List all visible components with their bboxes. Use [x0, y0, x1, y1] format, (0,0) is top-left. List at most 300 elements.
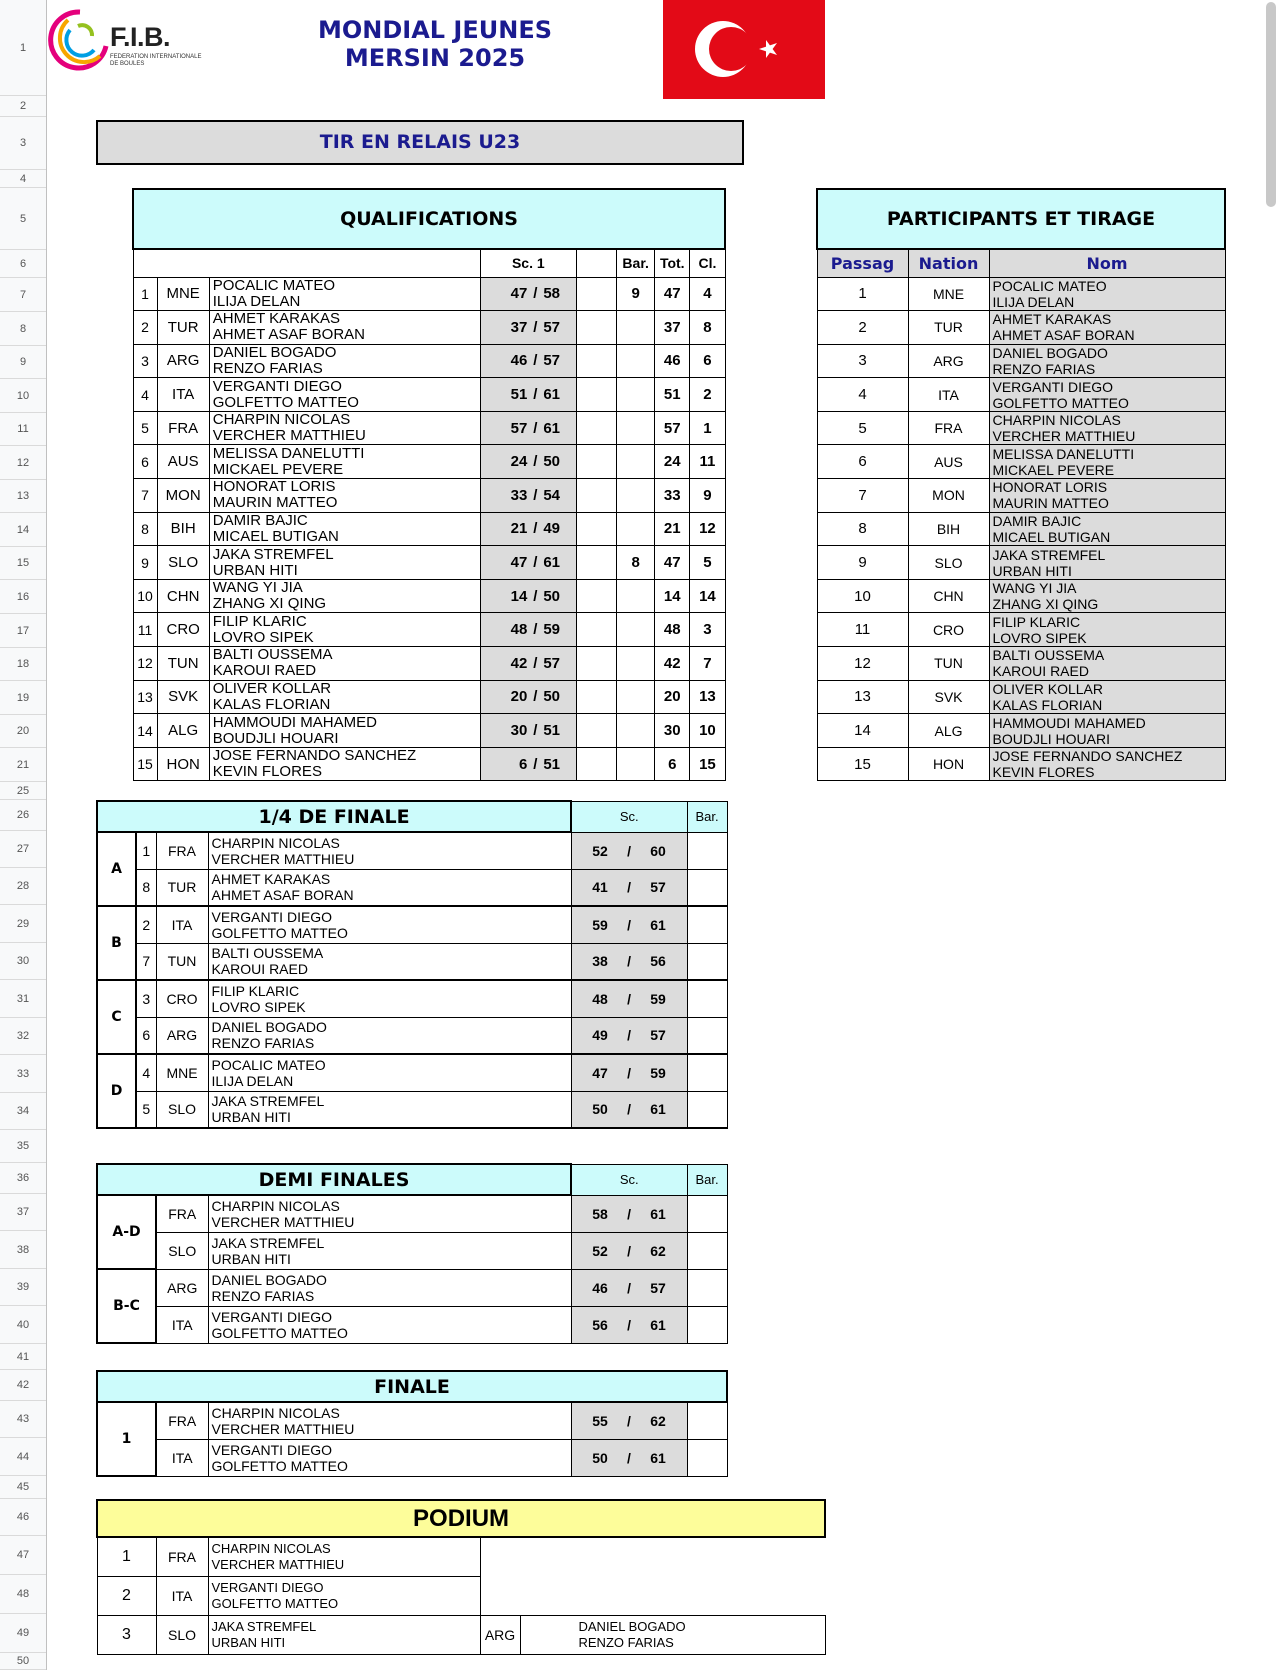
row-number[interactable]: 38 — [0, 1231, 46, 1269]
score-cell — [480, 344, 576, 378]
rank-value: 6 — [690, 344, 725, 378]
passage-number: 13 — [817, 680, 908, 714]
score-value: 20 — [510, 688, 528, 706]
score-separator: / — [533, 587, 538, 605]
nation-code: FRA — [156, 832, 208, 869]
player-name: URBAN HITI — [992, 562, 1072, 579]
seed-number: 6 — [136, 1017, 156, 1054]
score-separator: / — [627, 1279, 631, 1296]
score-value: 47 — [510, 554, 528, 572]
player-name: ILIJA DELAN — [211, 1072, 294, 1089]
player-name: AHMET KARAKAS — [212, 310, 341, 328]
row-number[interactable]: 15 — [0, 547, 46, 580]
score-value: 55 — [592, 1412, 608, 1429]
empty-cell — [576, 311, 616, 345]
quarter-match-row — [97, 869, 727, 906]
nation-code: BIH — [908, 512, 989, 546]
score-value: 52 — [592, 1242, 608, 1259]
player-name: GOLFETTO MATTEO — [211, 1324, 348, 1341]
player-names — [208, 1439, 571, 1476]
podium-second-row — [97, 1576, 825, 1615]
player-name: DAMIR BAJIC — [992, 512, 1082, 529]
quarter-col-sc: Sc. — [571, 801, 687, 832]
score-max: 59 — [543, 621, 560, 639]
nation-code: TUN — [908, 647, 989, 681]
player-names — [989, 311, 1225, 345]
nation-code: MON — [157, 479, 209, 513]
score-value: 50 — [592, 1101, 608, 1118]
row-number[interactable]: 2 — [0, 96, 46, 117]
row-number[interactable]: 19 — [0, 681, 46, 715]
player-name: OLIVER KOLLAR — [212, 680, 332, 697]
row-number[interactable]: 11 — [0, 413, 46, 446]
rank-value: 8 — [690, 311, 725, 345]
score-separator: / — [533, 722, 538, 740]
score-separator: / — [533, 688, 538, 706]
player-names — [209, 680, 480, 714]
rank-value: 7 — [690, 647, 725, 681]
nation-code: FRA — [156, 1402, 208, 1439]
nation-code: ITA — [156, 906, 208, 943]
qualification-row — [133, 311, 725, 345]
empty-cell — [576, 680, 616, 714]
score-max: 57 — [543, 654, 560, 672]
barrage-cell — [687, 1402, 727, 1439]
nation-code: MNE — [156, 1054, 208, 1091]
empty-cell — [576, 747, 616, 781]
qualification-row — [133, 479, 725, 513]
score-max: 61 — [543, 419, 560, 437]
score-cell — [480, 378, 576, 412]
player-name: VERCHER MATTHIEU — [211, 1213, 355, 1230]
col-header-cl: Cl. — [690, 249, 725, 277]
row-number[interactable]: 9 — [0, 346, 46, 379]
row-number[interactable]: 10 — [0, 379, 46, 413]
barrage-value: 8 — [617, 546, 655, 580]
barrage-cell — [687, 1306, 727, 1343]
score-separator: / — [533, 318, 538, 336]
row-number[interactable]: 27 — [0, 831, 46, 868]
barrage-cell — [687, 1017, 727, 1054]
empty-cell — [576, 613, 616, 647]
rank-value: 15 — [690, 747, 725, 781]
draw-number: 15 — [133, 747, 157, 781]
player-names — [209, 747, 480, 781]
row-number[interactable]: 31 — [0, 980, 46, 1018]
row-number[interactable]: 21 — [0, 748, 46, 782]
fib-logo — [48, 6, 208, 78]
score-value: 47 — [510, 285, 528, 303]
score-max: 57 — [543, 318, 560, 336]
rank-value: 14 — [690, 579, 725, 613]
nation-code: AUS — [157, 445, 209, 479]
total-value: 24 — [655, 445, 690, 479]
score-value: 41 — [592, 879, 608, 896]
row-number[interactable]: 13 — [0, 480, 46, 513]
podium-title: PODIUM — [97, 1500, 825, 1537]
score-cell — [480, 613, 576, 647]
score-value: 24 — [510, 453, 528, 471]
row-number[interactable]: 41 — [0, 1344, 46, 1370]
player-name: LOVRO SIPEK — [212, 628, 314, 646]
col-header-bar: Bar. — [617, 249, 655, 277]
participants-title-row — [817, 189, 1225, 249]
participants-header-row — [817, 249, 1225, 277]
barrage-value — [617, 445, 655, 479]
score-value: 49 — [592, 1027, 608, 1044]
final-match-row — [97, 1402, 727, 1439]
podium-nation: ITA — [156, 1576, 208, 1615]
draw-number: 3 — [133, 344, 157, 378]
barrage-value — [617, 714, 655, 748]
quarter-header-row — [97, 801, 727, 832]
qualifications-title: QUALIFICATIONS — [133, 189, 725, 249]
player-name: GOLFETTO MATTEO — [211, 1457, 348, 1474]
score-max: 50 — [543, 453, 560, 471]
player-name: DANIEL BOGADO — [212, 344, 337, 361]
podium-nation: SLO — [156, 1615, 208, 1654]
col-header-tot: Tot. — [655, 249, 690, 277]
qualification-row — [133, 445, 725, 479]
qualifications-table — [132, 188, 726, 781]
draw-number: 12 — [133, 647, 157, 681]
barrage-cell — [687, 906, 727, 943]
score-value: 14 — [510, 587, 528, 605]
player-name: KEVIN FLORES — [212, 763, 322, 781]
qualification-row — [133, 344, 725, 378]
player-names — [989, 277, 1225, 311]
barrage-value — [617, 378, 655, 412]
score-separator: / — [627, 1242, 631, 1259]
score-cell — [571, 1054, 687, 1091]
barrage-value — [617, 512, 655, 546]
row-number[interactable]: 49 — [0, 1614, 46, 1653]
player-name: OLIVER KOLLAR — [992, 680, 1103, 697]
player-name: ZHANG XI QING — [212, 595, 327, 613]
participant-row — [817, 613, 1225, 647]
score-cell — [571, 1232, 687, 1269]
row-number[interactable]: 43 — [0, 1401, 46, 1438]
player-name: CHARPIN NICOLAS — [212, 411, 351, 429]
qualification-row — [133, 613, 725, 647]
score-max: 61 — [650, 1205, 666, 1222]
quarter-col-bar: Bar. — [687, 801, 727, 832]
nation-code: ITA — [156, 1306, 208, 1343]
total-value: 14 — [655, 579, 690, 613]
barrage-cell — [687, 1195, 727, 1232]
score-max: 57 — [650, 1279, 666, 1296]
group-label: A — [97, 832, 136, 906]
player-name: RENZO FARIAS — [992, 360, 1096, 377]
score-separator: / — [533, 386, 538, 404]
player-names — [208, 1269, 571, 1306]
score-value: 58 — [592, 1205, 608, 1222]
row-number[interactable]: 18 — [0, 648, 46, 681]
score-separator: / — [533, 285, 538, 303]
barrage-value — [617, 747, 655, 781]
final-table — [96, 1370, 728, 1477]
seed-number: 8 — [136, 869, 156, 906]
player-name: VERGANTI DIEGO — [211, 908, 333, 925]
player-name: AHMET ASAF BORAN — [211, 887, 354, 904]
nation-code: TUR — [157, 311, 209, 345]
participant-row — [817, 344, 1225, 378]
player-name: GOLFETTO MATTEO — [212, 393, 359, 411]
score-cell — [571, 943, 687, 980]
podium-first-row — [97, 1537, 825, 1576]
passage-number: 4 — [817, 378, 908, 412]
barrage-cell — [687, 1054, 727, 1091]
score-separator: / — [533, 486, 538, 504]
row-number[interactable]: 25 — [0, 782, 46, 800]
qualification-row — [133, 579, 725, 613]
row-number[interactable]: 35 — [0, 1130, 46, 1163]
rank-value: 5 — [690, 546, 725, 580]
player-names — [209, 613, 480, 647]
rank-value: 2 — [690, 378, 725, 412]
score-value: 52 — [592, 842, 608, 859]
quarter-match-row — [97, 1091, 727, 1128]
row-number[interactable]: 45 — [0, 1476, 46, 1499]
row-number[interactable]: 29 — [0, 905, 46, 943]
player-name: HAMMOUDI MAHAMED — [212, 713, 377, 731]
row-number[interactable]: 3 — [0, 117, 46, 170]
player-names — [208, 1091, 571, 1128]
score-cell — [571, 906, 687, 943]
nation-code: HON — [157, 747, 209, 781]
score-max: 61 — [543, 554, 560, 572]
total-value: 42 — [655, 647, 690, 681]
row-number[interactable]: 26 — [0, 800, 46, 831]
score-value: 51 — [510, 386, 528, 404]
player-name: MICKAEL PEVERE — [992, 461, 1115, 478]
podium-players: JAKA STREMFEL URBAN HITI — [208, 1615, 480, 1654]
player-name: BOUDJLI HOUARI — [212, 729, 339, 747]
player-name: VERCHER MATTHIEU — [211, 1420, 355, 1437]
player-name: FILIP KLARIC — [212, 612, 307, 630]
total-value: 51 — [655, 378, 690, 412]
score-value: 42 — [510, 654, 528, 672]
row-number[interactable]: 4 — [0, 170, 46, 188]
semi-match-row — [97, 1232, 727, 1269]
empty-cell — [576, 546, 616, 580]
player-name: GOLFETTO MATTEO — [211, 924, 348, 941]
row-number[interactable]: 5 — [0, 188, 46, 250]
quarter-final-table — [96, 800, 728, 1129]
score-cell — [480, 647, 576, 681]
player-name: ZHANG XI QING — [992, 596, 1099, 613]
score-separator: / — [627, 1449, 631, 1466]
score-max: 62 — [650, 1412, 666, 1429]
seed-number: 5 — [136, 1091, 156, 1128]
score-max: 62 — [650, 1242, 666, 1259]
nation-code: FRA — [908, 411, 989, 445]
row-number[interactable]: 14 — [0, 513, 46, 547]
player-names — [209, 512, 480, 546]
group-label: A-D — [97, 1195, 156, 1269]
qualification-row — [133, 714, 725, 748]
player-name: ILIJA DELAN — [992, 293, 1075, 310]
row-number[interactable]: 6 — [0, 250, 46, 278]
player-name: RENZO FARIAS — [211, 1035, 315, 1052]
col-header-passage: Passag — [817, 249, 908, 277]
nation-code: FRA — [156, 1195, 208, 1232]
score-value: 6 — [518, 755, 528, 773]
empty-cell — [576, 344, 616, 378]
turkey-flag — [663, 0, 825, 99]
podium-table — [96, 1499, 826, 1655]
score-separator: / — [533, 453, 538, 471]
score-value: 37 — [510, 318, 528, 336]
player-names — [209, 311, 480, 345]
score-max: 61 — [650, 1316, 666, 1333]
seed-number: 3 — [136, 980, 156, 1017]
podium-rank: 1 — [97, 1537, 156, 1576]
total-value: 6 — [655, 747, 690, 781]
participant-row — [817, 479, 1225, 513]
score-max: 61 — [650, 1101, 666, 1118]
player-name: JOSE FERNANDO SANCHEZ — [992, 748, 1183, 765]
player-name: CHARPIN NICOLAS — [211, 834, 340, 851]
player-name: POCALIC MATEO — [992, 277, 1107, 294]
row-number[interactable]: 46 — [0, 1499, 46, 1536]
score-cell — [480, 479, 576, 513]
row-number[interactable]: 12 — [0, 446, 46, 480]
score-max: 60 — [650, 842, 666, 859]
barrage-value — [617, 479, 655, 513]
podium-players: VERGANTI DIEGO GOLFETTO MATTEO — [208, 1576, 480, 1615]
row-number[interactable]: 34 — [0, 1093, 46, 1130]
player-name: KEVIN FLORES — [992, 764, 1095, 781]
empty-cell — [576, 445, 616, 479]
player-name: KAROUI RAED — [992, 663, 1089, 680]
row-number[interactable]: 17 — [0, 614, 46, 648]
score-cell — [571, 1269, 687, 1306]
score-cell — [571, 1439, 687, 1476]
player-name: RENZO FARIAS — [212, 359, 323, 377]
row-number[interactable]: 40 — [0, 1306, 46, 1344]
score-cell — [480, 277, 576, 311]
row-number[interactable]: 30 — [0, 943, 46, 980]
score-separator: / — [627, 1316, 631, 1333]
passage-number: 15 — [817, 747, 908, 781]
group-label: B-C — [97, 1269, 156, 1343]
score-separator: / — [627, 1064, 631, 1081]
row-number[interactable]: 8 — [0, 312, 46, 346]
barrage-cell — [687, 1439, 727, 1476]
player-name: BALTI OUSSEMA — [212, 646, 333, 664]
row-number[interactable]: 39 — [0, 1269, 46, 1306]
fib-logo-text: F.I.B. — [110, 22, 171, 52]
rank-value: 13 — [690, 680, 725, 714]
player-names — [989, 579, 1225, 613]
draw-number: 14 — [133, 714, 157, 748]
barrage-cell — [687, 943, 727, 980]
podium-nation: FRA — [156, 1537, 208, 1576]
row-number[interactable]: 16 — [0, 580, 46, 614]
participant-row — [817, 546, 1225, 580]
quarter-match-row — [97, 1017, 727, 1054]
qualification-row — [133, 747, 725, 781]
nation-code: ARG — [908, 344, 989, 378]
score-cell — [480, 747, 576, 781]
participant-row — [817, 647, 1225, 681]
row-number[interactable]: 7 — [0, 278, 46, 312]
player-names — [208, 1232, 571, 1269]
empty-cell — [576, 714, 616, 748]
row-number[interactable]: 50 — [0, 1653, 46, 1670]
row-number[interactable]: 28 — [0, 868, 46, 905]
barrage-value — [617, 647, 655, 681]
score-cell — [571, 1402, 687, 1439]
total-value: 47 — [655, 546, 690, 580]
player-name: JAKA STREMFEL — [992, 546, 1106, 563]
nation-code: FRA — [157, 411, 209, 445]
qualification-row — [133, 647, 725, 681]
passage-number: 8 — [817, 512, 908, 546]
row-number[interactable]: 44 — [0, 1438, 46, 1476]
participants-title: PARTICIPANTS ET TIRAGE — [817, 189, 1225, 249]
row-number[interactable]: 48 — [0, 1575, 46, 1614]
score-value: 47 — [592, 1064, 608, 1081]
score-separator: / — [627, 842, 631, 859]
player-names — [989, 714, 1225, 748]
player-name: DAMIR BAJIC — [212, 512, 308, 529]
player-name: CHARPIN NICOLAS — [211, 1404, 340, 1421]
semi-match-row — [97, 1306, 727, 1343]
semi-col-bar: Bar. — [687, 1164, 727, 1195]
nation-code: CRO — [908, 613, 989, 647]
event-title — [285, 16, 585, 72]
row-number[interactable]: 20 — [0, 715, 46, 748]
vertical-scrollbar[interactable] — [1266, 2, 1276, 207]
row-number[interactable]: 1 — [0, 0, 46, 96]
row-number[interactable]: 33 — [0, 1055, 46, 1093]
player-name: WANG YI JIA — [992, 580, 1077, 597]
nation-code: HON — [908, 747, 989, 781]
nation-code: TUN — [156, 943, 208, 980]
score-separator: / — [627, 990, 631, 1007]
barrage-cell — [687, 869, 727, 906]
podium-players: CHARPIN NICOLAS VERCHER MATTHIEU — [208, 1537, 480, 1576]
row-number[interactable]: 47 — [0, 1536, 46, 1575]
semi-header-row — [97, 1164, 727, 1195]
participant-row — [817, 714, 1225, 748]
score-cell — [480, 311, 576, 345]
nation-code: CRO — [157, 613, 209, 647]
score-max: 54 — [543, 486, 560, 504]
score-value: 46 — [510, 352, 528, 370]
row-number[interactable]: 42 — [0, 1370, 46, 1401]
score-max: 59 — [650, 990, 666, 1007]
player-name: HONORAT LORIS — [992, 479, 1108, 496]
row-number[interactable]: 32 — [0, 1018, 46, 1055]
player-names — [989, 647, 1225, 681]
group-label: 1 — [97, 1402, 156, 1476]
barrage-value — [617, 579, 655, 613]
podium-nation: ARG — [480, 1615, 520, 1654]
score-cell — [571, 1091, 687, 1128]
empty-cell — [576, 512, 616, 546]
player-name: VERCHER MATTHIEU — [212, 427, 366, 445]
row-number[interactable]: 36 — [0, 1163, 46, 1194]
row-number[interactable]: 37 — [0, 1194, 46, 1231]
rank-value: 10 — [690, 714, 725, 748]
barrage-cell — [687, 832, 727, 869]
score-cell — [571, 1017, 687, 1054]
competition-title: TIR EN RELAIS U23 — [96, 120, 744, 165]
nation-code: MNE — [908, 277, 989, 311]
